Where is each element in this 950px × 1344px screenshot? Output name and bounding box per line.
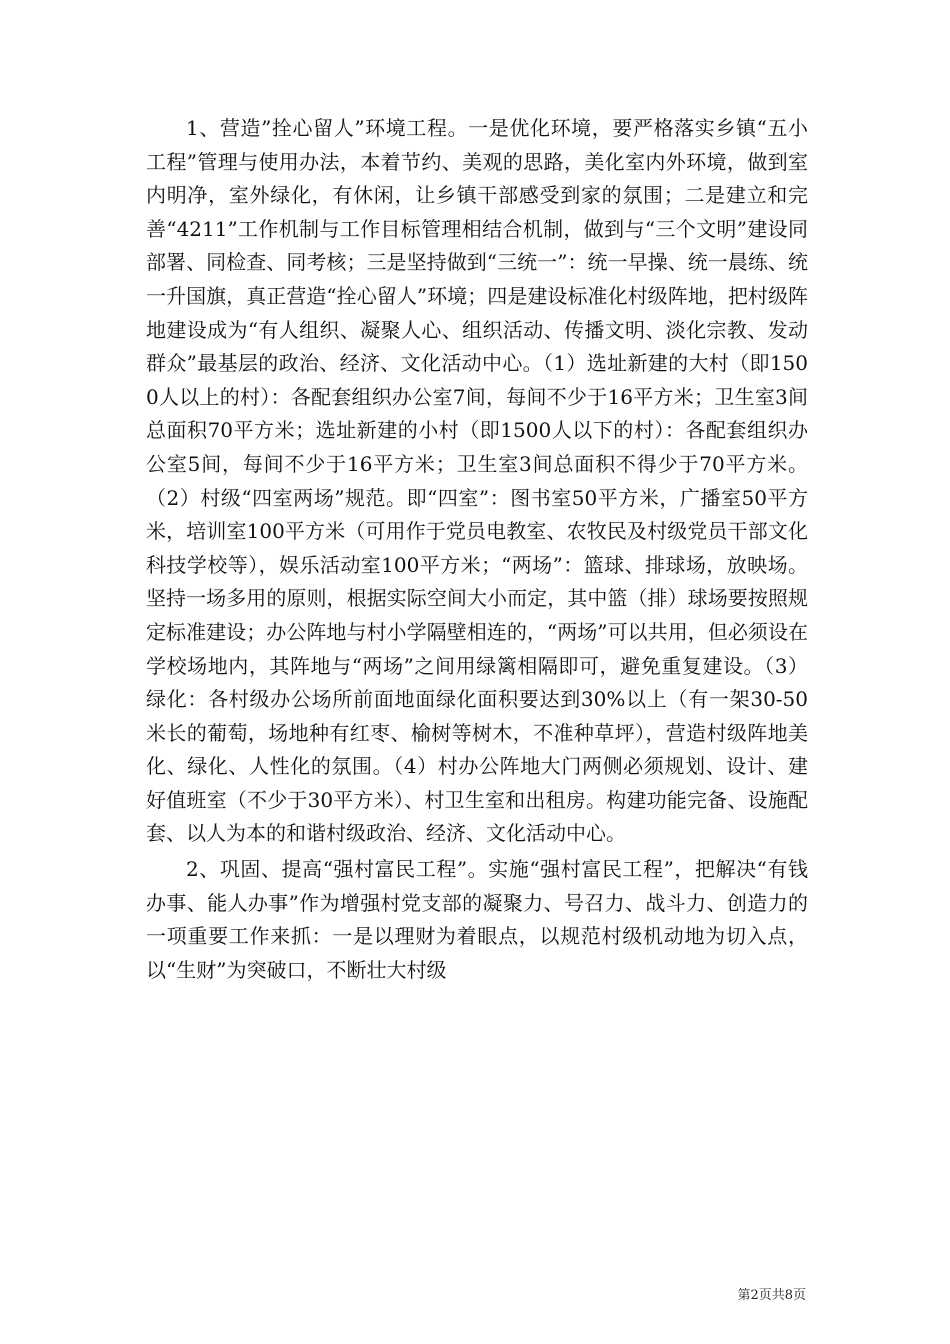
document-body xyxy=(146,112,808,987)
paragraph-2: 2、巩固、提高“强村富民工程”。实施“强村富民工程”，把解决“有钱办事、能人办事”作为增强村党支部的凝聚力、号召力、战斗力、创造力的一项重要工作来抓：一是以理财为着眼点，以规范村级机动地为切入点，以“生财”为突破口，不断壮大村级 xyxy=(146,857,808,982)
page-number: 第2页共8页 xyxy=(737,1288,806,1303)
paragraph-1: 1、营造”拴心留人”环境工程。一是优化环境，要严格落实乡镇“五小工程”管理与使用办法，本着节约、美观的思路，美化室内外环境，做到室内明净，室外绿化，有休闲，让乡镇干部感受到家的氛围；二是建立和完善“4211”工作机制与工作目标管理相结合机制，做到与“三个文明”建设同部署、同检查、同考核；三是坚持做到“三统一”：统一早操、统一晨练、统一升国旗，真正营造“拴心留人”环境；四是建设标准化村级阵地，把村级阵地建设成为“有人组织、凝聚人心、组织活动、传播文明、淡化宗教、发动群众”最基层的政治、经济、文化活动中心。（1）选址新建的大村（即1500人以上的村）：各配套组织办公室7间，每间不少于16平方米；卫生室3间总面积70平方米；选址新建的小村（即1500人以下的村）：各配套组织办公室5间，每间不少于16平方米；卫生室3间总面积不得少于70平方米。（2）村级“四室两场”规范。即“四室”：图书室50平方米，广播室50平方米，培训室100平方米（可用作于党员电教室、农牧民及村级党员干部文化科技学校等），娱乐活动室100平方米；“两场”：篮球、排球场，放映场。坚持一场多用的原则，根据实际空间大小而定，其中篮（排）球场要按照规定标准建设；办公阵地与村小学隔壁相连的，“两场”可以共用，但必须设在学校场地内，其阵地与“两场”之间用绿篱相隔即可，避免重复建设。（3）绿化：各村级办公场所前面地面绿化面积要达到30%以上（有一架30-50米长的葡萄，场地种有红枣、榆树等树木，不准种草坪），营造村级阵地美化、绿化、人性化的氛围。（4）村办公阵地大门两侧必须规划、设计、建好值班室（不少于30平方米）、村卫生室和出租房。构建功能完备、设施配套、以人为本的和谐村级政治、经济、文化活动中心。 xyxy=(146,116,808,846)
